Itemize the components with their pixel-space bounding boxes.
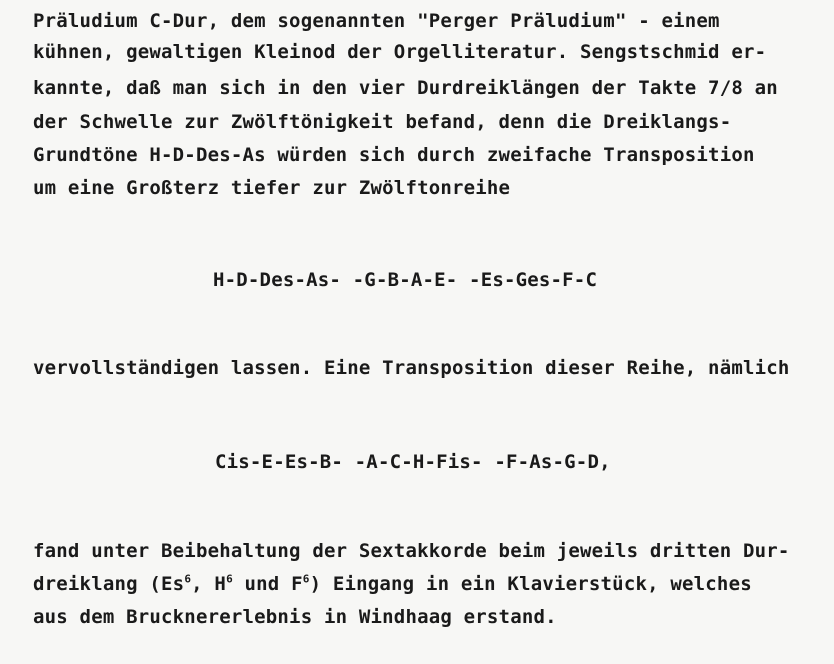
paragraph-1-line-2: kühnen, gewaltigen Kleinod der Orgelliteratur. Sengstschmid er-: [33, 41, 767, 63]
paragraph-2: vervollständigen lassen. Eine Transposition dieser Reihe, nämlich: [33, 357, 790, 379]
paragraph-3-line-1: fand unter Beibehaltung der Sextakkorde beim jeweils dritten Dur-: [33, 540, 790, 562]
tone-row-1: H-D-Des-As- -G-B-A-E- -Es-Ges-F-C: [213, 269, 598, 291]
superscript-six: 6: [302, 572, 310, 586]
paragraph-1-line-3: kannte, daß man sich in den vier Durdreiklängen der Takte 7/8 an: [33, 77, 778, 99]
text-span: dreiklang (Es: [33, 573, 185, 595]
text-span: , H: [191, 573, 227, 595]
text-span: und F: [232, 573, 303, 595]
superscript-six: 6: [184, 572, 192, 586]
paragraph-1-line-4: der Schwelle zur Zwölftönigkeit befand, denn die Dreiklangs-: [33, 111, 732, 133]
paragraph-1-line-6: um eine Großterz tiefer zur Zwölftonreihe: [33, 177, 511, 199]
tone-row-2: Cis-E-Es-B- -A-C-H-Fis- -F-As-G-D,: [215, 451, 611, 473]
superscript-six: 6: [226, 572, 233, 586]
paragraph-1-line-5: Grundtöne H-D-Des-As würden sich durch zweifache Transposition: [33, 144, 755, 166]
paragraph-3-line-2: [33, 572, 752, 596]
paragraph-1-line-1: Präludium C-Dur, dem sogenannten "Perger Präludium" - einem: [33, 10, 720, 32]
paragraph-3-line-3: aus dem Brucknererlebnis in Windhaag erstand.: [33, 606, 557, 628]
text-span: ) Eingang in ein Klavierstück, welches: [309, 573, 752, 595]
